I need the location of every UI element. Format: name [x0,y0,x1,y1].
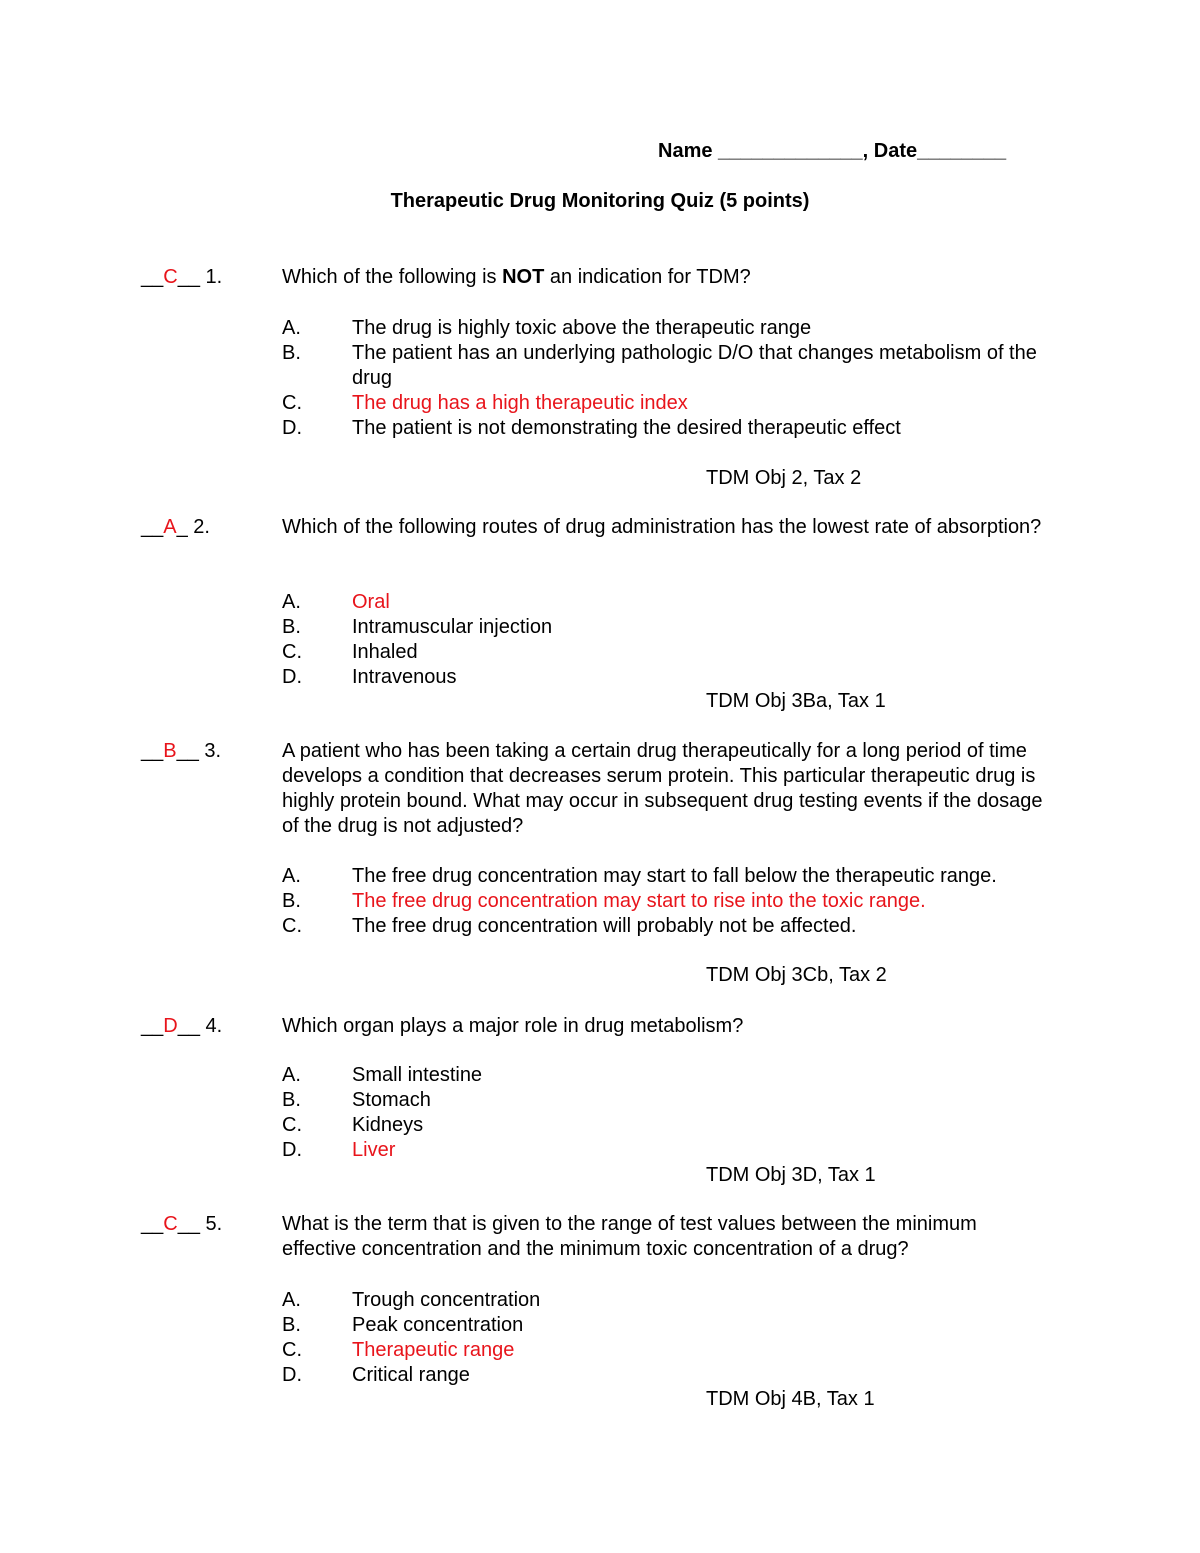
objective-reference: TDM Obj 3D, Tax 1 [706,1164,876,1186]
quiz-page: Name _____________, Date________ Therapeutic Drug Monitoring Quiz (5 points) __C__ 1. Which of the following is NOT an indication for TDM? A. The drug is highly toxic above the therapeutic range B. The patient has an underlying pathologic D/O that changes metabolism of the drug C. The drug has a high therapeutic index D. The patient is not demonstrating the desired therapeutic effect TDM Obj 2, Tax 2 __A_ 2. Which of the following routes of drug administration has the lowest rate of absorption? A. Oral B. Intramuscular injection C. Inhaled D. Intravenous TDM Obj 3Ba, Tax 1 __B__ 3. A patient who has been taking a certain drug therapeutically for a long period of time develops a condition that decreases serum protein. This particular therapeutic drug is highly protein bound. What may occur in subsequent drug testing events if the dosage of the drug is not adjusted? A. The free drug concentration may start to fall below the therapeutic range. B. The free drug concentration may start to rise into the toxic range. C. The free drug concentration will probably not be affected. TDM Obj 3Cb, Tax 2 __D__ 4. Which organ plays a major role in drug metabolism? A. Small intestine B. Stomach C. Kidneys D. Liver TDM Obj 3D, Tax 1 __C__ 5. What is the term that is given to the range of test values between the minimum effective concentration and the minimum toxic concentration of a drug? A. Trough concentration B. Peak concentration C. Therapeutic range D. Critical range TDM Obj 4B, Tax 1 [0,0,1200,1553]
question-stem: What is the term that is given to the range of test values between the minimum effective concentration and the minimum toxic concentration of a drug? [282,1213,977,1260]
name-label: Name [658,140,713,162]
emphasis-not: NOT [502,266,545,288]
objective-reference: TDM Obj 2, Tax 2 [706,467,862,489]
question-number: __C__ 5. [141,1213,223,1235]
answer-key: B [163,740,177,762]
objective-reference: TDM Obj 3Ba, Tax 1 [706,690,886,712]
question-number: __A_ 2. [141,516,210,538]
answer-key: D [163,1015,178,1037]
answer-key: C [163,266,178,288]
date-label: Date [873,140,918,162]
objective-reference: TDM Obj 4B, Tax 1 [706,1388,875,1410]
answer-key: A [163,516,177,538]
question-stem: Which of the following is NOT an indication for TDM? [282,266,751,288]
quiz-title: Therapeutic Drug Monitoring Quiz (5 points) [390,190,810,212]
question-stem: Which of the following routes of drug administration has the lowest rate of absorption? [282,516,1042,538]
name-date-line [658,140,1006,163]
question-stem: A patient who has been taking a certain drug therapeutically for a long period of time develops a condition that decreases serum protein. This particular therapeutic drug is highly protein bound. What may occur in subsequent drug testing events if the dosage of the drug is not adjusted? [282,740,1043,837]
date-blank: ________ [917,140,1007,162]
objective-reference: TDM Obj 3Cb, Tax 2 [706,964,887,986]
question-number: __C__ 1. [141,266,223,288]
question-number: __B__ 3. [141,740,222,762]
question-number: __D__ 4. [141,1015,223,1037]
answer-key: C [163,1213,178,1235]
name-blank: _____________, [718,140,869,162]
question-stem: Which organ plays a major role in drug metabolism? [282,1015,744,1037]
